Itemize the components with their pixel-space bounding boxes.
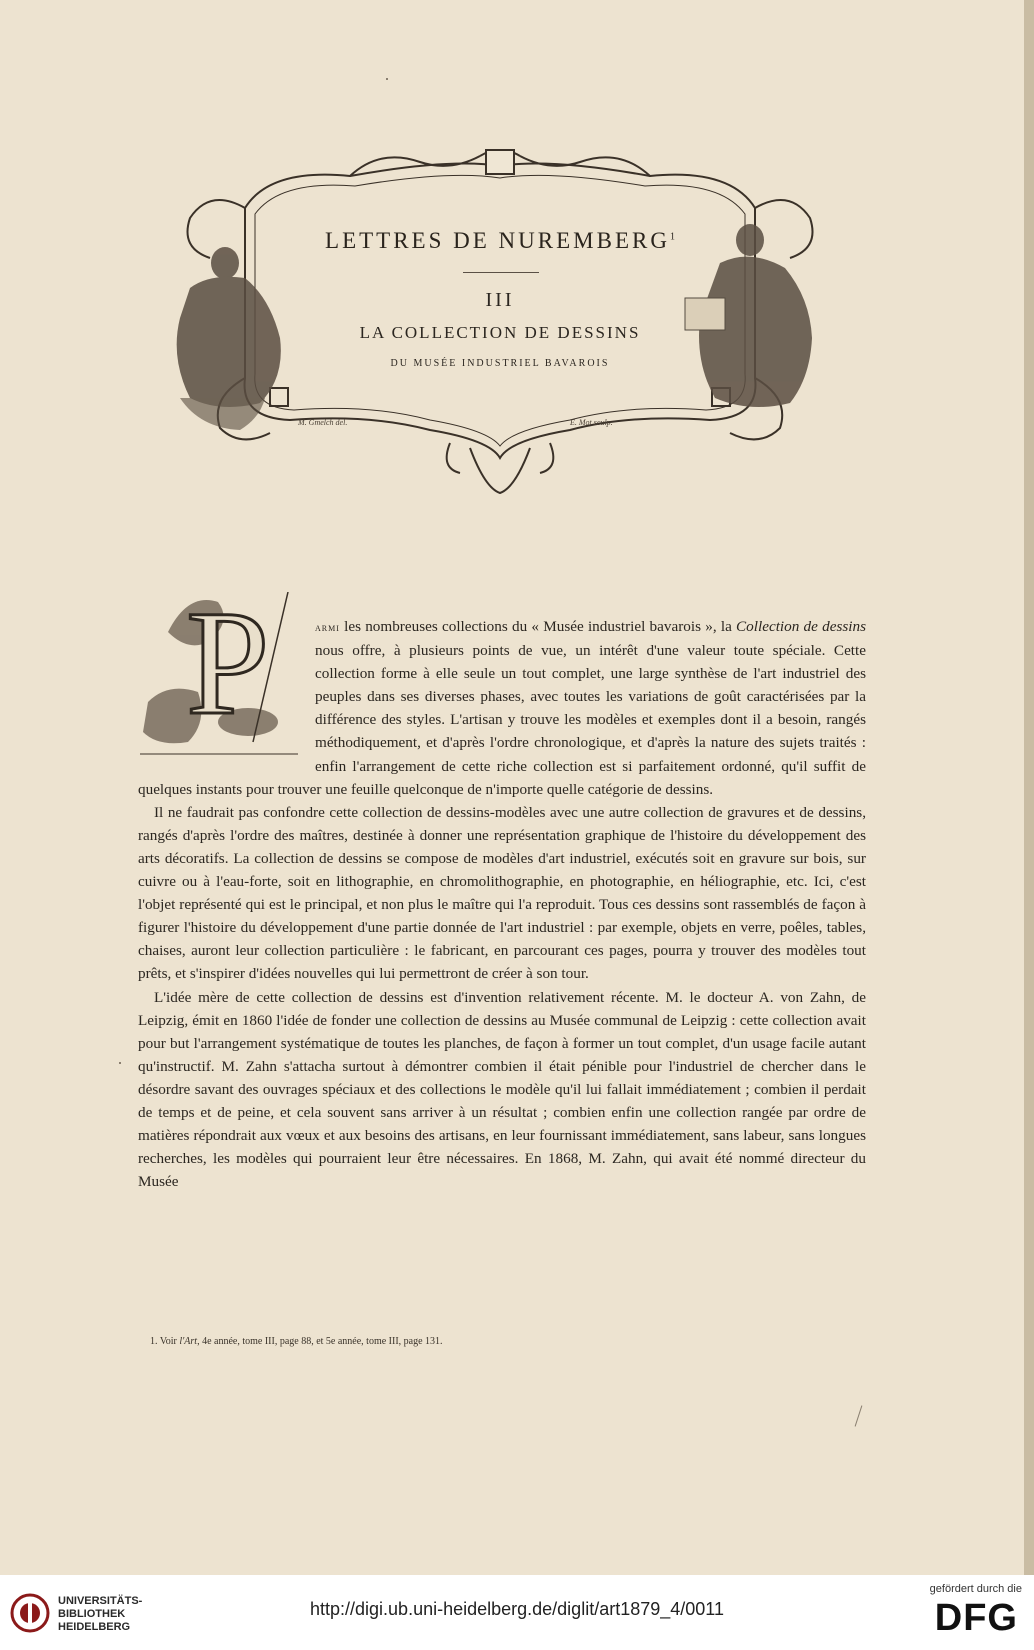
paragraph-2: Il ne faudrait pas confondre cette collection de dessins-modèles avec une autre collection de gravures et de dessins, rangés d'après l'ordre des maîtres, destinée à donner une représentation graphique de l'histoire du développement des arts décoratifs. La collection de dessins se compose de modèles d'art industriel, exécutés soit en gravure sur bois, sur cuivre ou à l'eau-forte, soit en lithographie, en chromolithographie, en photographie, en héliographie, etc. Ici, c'est l'objet représenté qui est le principal, et non plus le maître qui l'a reproduit. Tous ces dessins sont rassemblés de façon à figurer l'histoire du développement d'une partie donnée de l'art industriel : par exemple, objets en verre, poêles, tables, chaises, auront leur collection particulière : le fabricant, en parcourant ces pages, pourra y trouver des modèles tout prêts, et s'inspirer d'idées nouvelles qui lui permettront de créer à son tour. bbox=[138, 803, 866, 983]
funder-caption: gefördert durch die bbox=[929, 1583, 1022, 1595]
footnote-reference: 1 bbox=[669, 231, 675, 243]
speck bbox=[119, 1062, 121, 1064]
page-edge bbox=[1024, 0, 1034, 1575]
dfg-logo[interactable]: DFG bbox=[934, 1597, 1018, 1639]
paragraph-1-italic: Collection de dessins bbox=[736, 618, 866, 635]
footnote-rest: , 4e année, tome III, page 88, et 5e année, tome III, page 131. bbox=[197, 1336, 443, 1347]
library-name-line-1: UNIVERSITÄTS- bbox=[58, 1595, 143, 1607]
drop-cap-letter: P bbox=[186, 580, 270, 746]
paragraph-1-text-b: nous offre, à plusieurs points de vue, un intérêt d'une valeur toute spéciale. Cette collection forme à elle seule un tout complet, une large synthèse de l'art industriel des peuples dans ses diverses phases, avec toutes les variations de goût caractérisées par la différence des styles. L'artisan y trouve les modèles et exemples dont il a besoin, rangés méthodiquement, et d'après l'ordre chronologique, et d'après la nature des sujets traités : enfin l'arrangement de cette riche collection est si parfaitement ordonné, qu'il suffit de quelques instants pour trouver une feuille quelconque de n'importe quelle catégorie de dessins. bbox=[138, 642, 866, 798]
article-title-text: LETTRES DE NUREMBERG bbox=[325, 228, 670, 253]
footnote bbox=[150, 1336, 866, 1347]
paragraph-1 bbox=[138, 615, 866, 801]
permalink-url[interactable]: http://digi.ub.uni-heidelberg.de/diglit/art1879_4/0011 bbox=[310, 1599, 724, 1619]
section-subtitle-secondary: DU MUSÉE INDUSTRIEL BAVAROIS bbox=[390, 358, 610, 369]
section-number: III bbox=[485, 289, 515, 311]
engraver-signature-right: E. Mot sculp. bbox=[570, 418, 613, 427]
article-body bbox=[138, 615, 866, 1193]
drop-cap-spacer bbox=[138, 615, 315, 771]
title-divider bbox=[463, 272, 539, 273]
paragraph-1-opening: armi bbox=[315, 620, 340, 634]
footnote-italic: l'Art bbox=[179, 1336, 198, 1347]
paragraph-3: L'idée mère de cette collection de dessins est d'invention relativement récente. M. le docteur A. von Zahn, de Leipzig, émit en 1860 l'idée de fonder une collection de dessins au Musée communal de Leipzig : cette collection avait pour but l'arrangement systématique de toutes les planches, de façon à former un tout complet, d'un usage facile autant qu'instructif. M. Zahn s'attacha surtout à démontrer combien il était pénible pour l'industriel de chercher dans le désordre savant des ouvrages spéciaux et des collections le modèle qu'il lui fallait immédiatement ; combien il perdait de temps et de peine, et cela souvent sans arriver à un résultat ; combien enfin une collection rangée par ordre de matières répondrait aux vœux et aux besoins des artisans, en leur fournissant immédiatement, sans labeur, sans longues recherches, les modèles qui pourraient leur être nécessaires. En 1868, M. Zahn, qui avait été nommé directeur du Musée bbox=[138, 988, 866, 1191]
pencil-mark bbox=[855, 1405, 863, 1426]
paragraph-1-text-a: les nombreuses collections du « Musée industriel bavarois », la bbox=[339, 618, 737, 635]
speck bbox=[386, 78, 388, 80]
engraver-signature-left: M. Gmelch del. bbox=[298, 418, 348, 427]
footnote-prefix: 1. Voir bbox=[150, 1336, 180, 1347]
viewer-footer bbox=[0, 1575, 1034, 1650]
library-name-line-2: BIBLIOTHEK bbox=[58, 1608, 126, 1620]
section-subtitle: LA COLLECTION DE DESSINS bbox=[359, 323, 641, 342]
article-title bbox=[150, 228, 850, 254]
library-name-line-3: HEIDELBERG bbox=[58, 1621, 131, 1633]
